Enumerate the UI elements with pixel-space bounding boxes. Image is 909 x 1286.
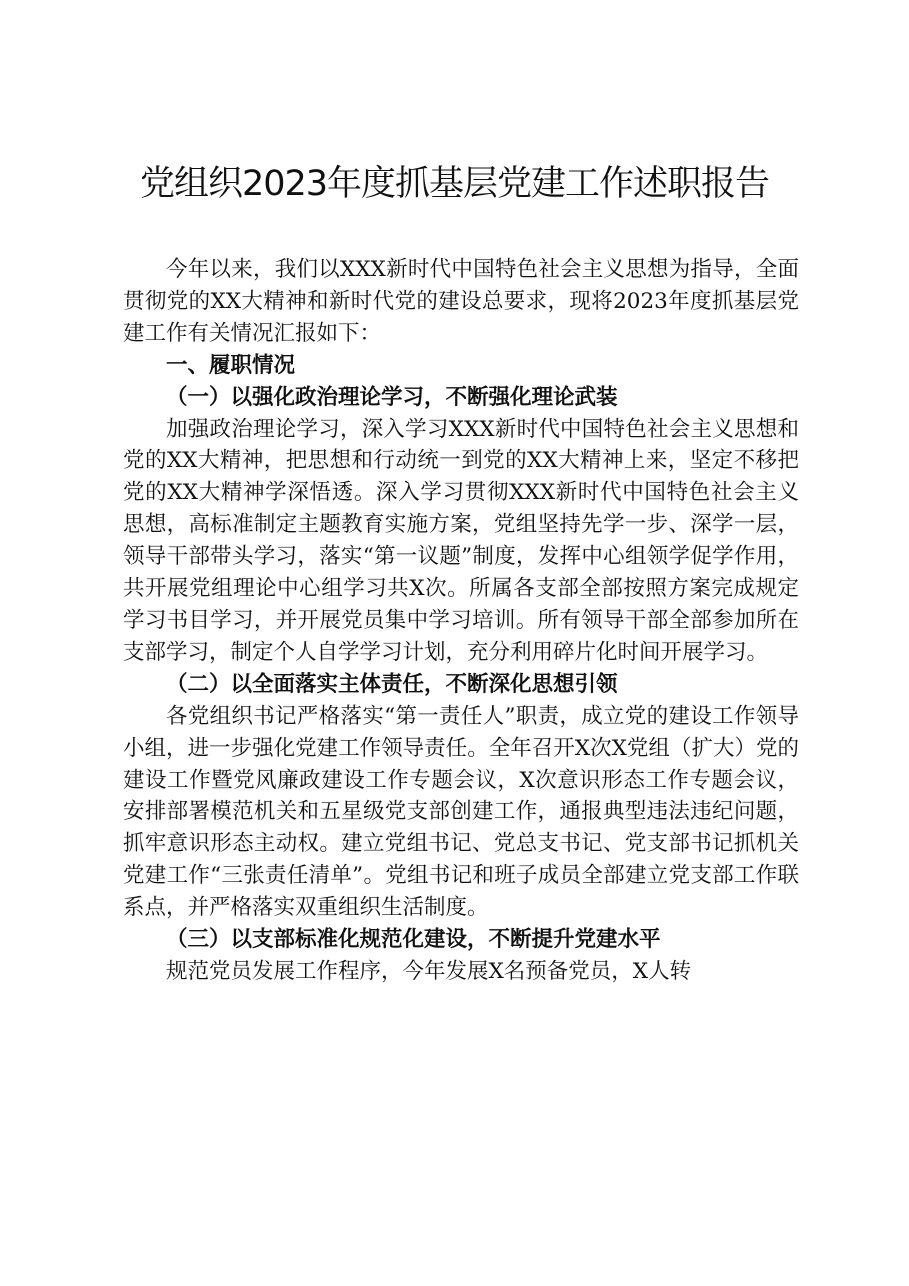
section-heading-performance: 一、履职情况 xyxy=(166,352,296,378)
subsection-heading-3: （三）以支部标准化规范化建设，不断提升党建水平 xyxy=(166,927,661,953)
subsection-heading-1: （一）以强化政治理论学习，不断强化理论武装 xyxy=(166,384,618,410)
subsection-heading-2: （二）以全面落实主体责任，不断深化思想引领 xyxy=(166,671,618,697)
subsection-body-1: 加强政治理论学习，深入学习XXX新时代中国特色社会主义思想和党的XX大精神，把思想和行动统一到党的XX大精神上来，坚定不移把党的XX大精神学深悟透。深入学习贯彻XXX新时代中国特色社会主义思想，高标准制定主题教育实施方案，党组坚持先学一步、深学一层，领导干部带头学习，落实“第一议题”制度，发挥中心组领学促学作用，共开展党组理论中心组学习共X次。所属各支部全部按照方案完成规定学习书目学习，并开展党员集中学习培训。所有领导干部全部参加所在支部学习，制定个人自学学习计划，充分利用碎片化时间开展学习。 xyxy=(123,416,799,665)
document-title: 党组织2023年度抓基层党建工作述职报告 xyxy=(139,164,770,204)
subsection-body-2: 各党组织书记严格落实“第一责任人”职责，成立党的建设工作领导小组，进一步强化党建工作领导责任。全年召开X次X党组（扩大）党的建设工作暨党风廉政建设工作专题会议，X次意识形态工作专题会议，安排部署模范机关和五星级党支部创建工作，通报典型违法违纪问题，抓牢意识形态主动权。建立党组书记、党总支书记、党支部书记抓机关党建工作“三张责任清单”。党组书记和班子成员全部建立党支部工作联系点，并严格落实双重组织生活制度。 xyxy=(123,703,799,921)
intro-paragraph: 今年以来，我们以XXX新时代中国特色社会主义思想为指导，全面贯彻党的XX大精神和新时代党的建设总要求，现将2023年度抓基层党建工作有关情况汇报如下： xyxy=(123,257,799,346)
document-body xyxy=(123,254,799,988)
subsection-body-3: 规范党员发展工作程序，今年发展X名预备党员，X人转 xyxy=(166,958,692,984)
